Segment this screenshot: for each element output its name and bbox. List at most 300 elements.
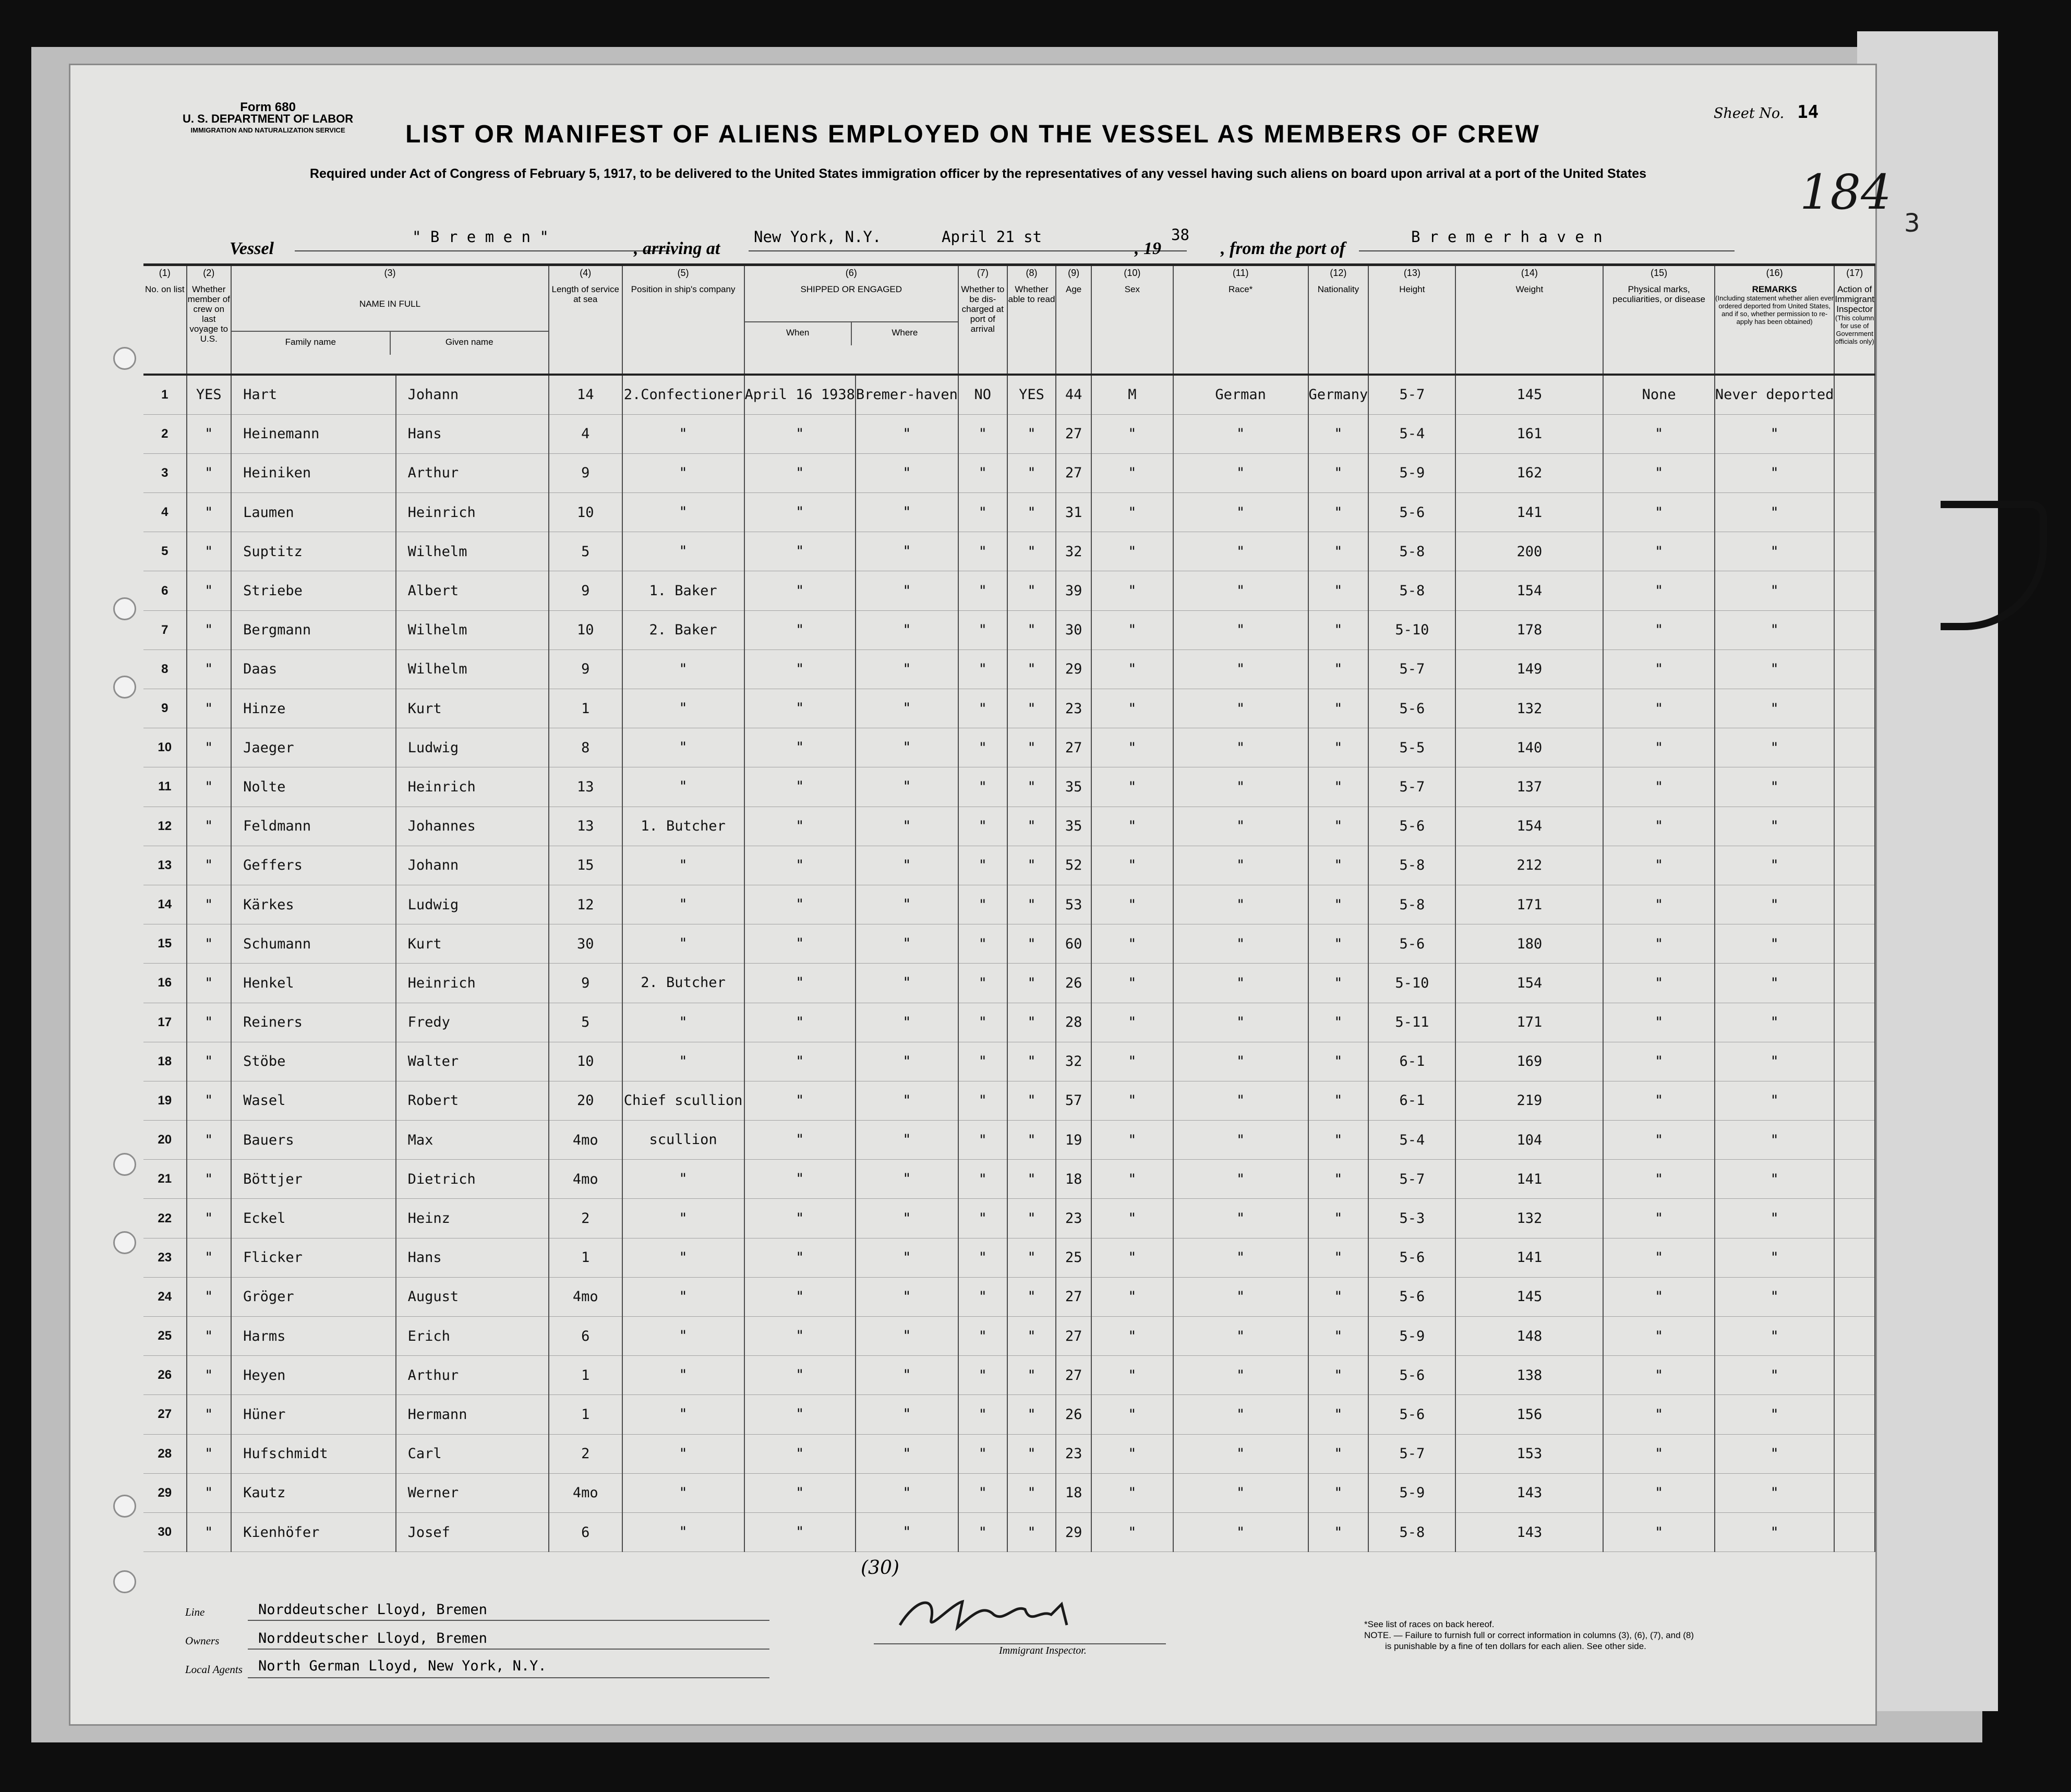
cell-disch: ": [958, 1317, 1007, 1356]
cell-action: [1834, 1512, 1875, 1552]
cell-action: [1834, 532, 1875, 571]
page-subtitle: Required under Act of Congress of February 5, 1917, to be delivered to the United States immigration officer by the representatives of any vessel having such aliens on board upon arrival at a port of the United States: [309, 166, 1647, 181]
cell-no: 24: [143, 1277, 187, 1316]
cell-sex: ": [1091, 493, 1173, 532]
cell-when: ": [744, 1003, 856, 1042]
cell-nat: ": [1308, 1512, 1369, 1552]
cell-sex: ": [1091, 1317, 1173, 1356]
crew-manifest-table: [143, 263, 1875, 1552]
cell-age: 27: [1056, 728, 1091, 767]
cell-marks: ": [1603, 924, 1714, 964]
cell-no: 10: [143, 728, 187, 767]
cell-where: ": [856, 1473, 958, 1512]
cell-read: ": [1007, 453, 1056, 492]
cell-nat: ": [1308, 807, 1369, 846]
cell-position: ": [622, 1473, 744, 1512]
cell-given: Josef: [396, 1512, 549, 1552]
cell-weight: 212: [1455, 846, 1603, 885]
cell-age: 27: [1056, 1356, 1091, 1395]
cell-height: 5-8: [1368, 846, 1455, 885]
cell-position: ": [622, 1160, 744, 1199]
cell-given: August: [396, 1277, 549, 1316]
cell-race: ": [1173, 767, 1308, 807]
cell-no: 12: [143, 807, 187, 846]
cell-position: 2. Butcher: [622, 964, 744, 1003]
cell-where: ": [856, 532, 958, 571]
cell-sex: ": [1091, 1199, 1173, 1238]
table-row: [143, 650, 1875, 689]
cell-given: Johann: [396, 846, 549, 885]
cell-position: 1. Butcher: [622, 807, 744, 846]
cell-where: ": [856, 1160, 958, 1199]
arrival-underline: [749, 250, 1187, 251]
cell-service: 30: [549, 924, 622, 964]
cell-remarks: ": [1715, 453, 1835, 492]
cell-prev: ": [187, 1512, 232, 1552]
cell-prev: YES: [187, 375, 232, 415]
cell-nat: ": [1308, 728, 1369, 767]
punch-hole: [113, 1153, 136, 1176]
cell-where: ": [856, 767, 958, 807]
cell-marks: ": [1603, 1277, 1714, 1316]
cell-marks: ": [1603, 964, 1714, 1003]
inspector-label: Immigrant Inspector.: [999, 1645, 1087, 1656]
cell-where: ": [856, 807, 958, 846]
cell-disch: ": [958, 571, 1007, 610]
cell-sex: ": [1091, 453, 1173, 492]
cell-prev: ": [187, 1356, 232, 1395]
cell-position: Chief scullion: [622, 1081, 744, 1120]
col-header-nationality: (12) Nationality: [1308, 265, 1369, 375]
cell-marks: ": [1603, 650, 1714, 689]
vessel-underline: [295, 250, 670, 251]
cell-service: 12: [549, 885, 622, 924]
cell-remarks: Never deported: [1715, 375, 1835, 415]
cell-given: Dietrich: [396, 1160, 549, 1199]
cell-sex: ": [1091, 1081, 1173, 1120]
cell-marks: ": [1603, 689, 1714, 728]
cell-action: [1834, 767, 1875, 807]
cell-service: 6: [549, 1512, 622, 1552]
cell-no: 6: [143, 571, 187, 610]
cell-nat: ": [1308, 610, 1369, 650]
department-label: U. S. DEPARTMENT OF LABOR: [183, 112, 354, 125]
cell-position: ": [622, 689, 744, 728]
cell-service: 1: [549, 1395, 622, 1434]
cell-nat: ": [1308, 453, 1369, 492]
cell-remarks: ": [1715, 689, 1835, 728]
cell-read: ": [1007, 1199, 1056, 1238]
cell-prev: ": [187, 767, 232, 807]
cell-remarks: ": [1715, 1121, 1835, 1160]
cell-family: Suptitz: [231, 532, 396, 571]
cell-when: ": [744, 493, 856, 532]
cell-action: [1834, 1356, 1875, 1395]
cell-age: 53: [1056, 885, 1091, 924]
cell-prev: ": [187, 453, 232, 492]
cell-when: ": [744, 964, 856, 1003]
cell-prev: ": [187, 1199, 232, 1238]
when-label: When: [745, 322, 852, 345]
cell-given: Arthur: [396, 1356, 549, 1395]
table-row: [143, 807, 1875, 846]
cell-race: ": [1173, 689, 1308, 728]
cell-marks: ": [1603, 571, 1714, 610]
cell-sex: ": [1091, 1512, 1173, 1552]
cell-sex: ": [1091, 571, 1173, 610]
cell-age: 26: [1056, 964, 1091, 1003]
cell-height: 5-11: [1368, 1003, 1455, 1042]
cell-family: Harms: [231, 1317, 396, 1356]
cell-service: 9: [549, 571, 622, 610]
cell-family: Striebe: [231, 571, 396, 610]
col-header-shipped: (6) SHIPPED OR ENGAGED When Where: [744, 265, 958, 375]
cell-marks: ": [1603, 1356, 1714, 1395]
cell-service: 1: [549, 1356, 622, 1395]
cell-remarks: ": [1715, 414, 1835, 453]
cell-action: [1834, 375, 1875, 415]
cell-age: 57: [1056, 1081, 1091, 1120]
cell-remarks: ": [1715, 807, 1835, 846]
cell-disch: ": [958, 924, 1007, 964]
col-header-previous-voyage: (2) Whether member of crew on last voyage to U.S.: [187, 265, 232, 375]
cell-where: ": [856, 1121, 958, 1160]
cell-position: 2. Baker: [622, 610, 744, 650]
cell-read: ": [1007, 885, 1056, 924]
cell-sex: ": [1091, 1160, 1173, 1199]
cell-read: ": [1007, 1160, 1056, 1199]
cell-given: Fredy: [396, 1003, 549, 1042]
cell-when: ": [744, 1512, 856, 1552]
table-row: [143, 689, 1875, 728]
cell-sex: ": [1091, 728, 1173, 767]
cell-height: 5-6: [1368, 924, 1455, 964]
cell-position: 2.Confectioner: [622, 375, 744, 415]
cell-weight: 141: [1455, 1238, 1603, 1277]
cell-family: Heiniken: [231, 453, 396, 492]
cell-height: 5-4: [1368, 1121, 1455, 1160]
table-row: [143, 1277, 1875, 1316]
cell-disch: ": [958, 1199, 1007, 1238]
footer-note-fine: is punishable by a fine of ten dollars for each alien. See other side.: [1385, 1641, 1646, 1651]
cell-when: ": [744, 885, 856, 924]
cell-service: 2: [549, 1199, 622, 1238]
cell-nat: ": [1308, 1356, 1369, 1395]
page-title: LIST OR MANIFEST OF ALIENS EMPLOYED ON THE VESSEL AS MEMBERS OF CREW: [405, 121, 1540, 148]
cell-where: ": [856, 846, 958, 885]
cell-disch: ": [958, 728, 1007, 767]
cell-when: ": [744, 1042, 856, 1081]
cell-marks: ": [1603, 846, 1714, 885]
cell-no: 25: [143, 1317, 187, 1356]
cell-position: ": [622, 414, 744, 453]
cell-disch: ": [958, 846, 1007, 885]
manifest-sheet: [70, 65, 1892, 1724]
cell-sex: ": [1091, 885, 1173, 924]
cell-height: 5-8: [1368, 532, 1455, 571]
cell-prev: ": [187, 924, 232, 964]
owners-value: Norddeutscher Lloyd, Bremen: [258, 1630, 487, 1646]
cell-marks: ": [1603, 532, 1714, 571]
cell-remarks: ": [1715, 532, 1835, 571]
cell-age: 23: [1056, 689, 1091, 728]
cell-race: ": [1173, 1395, 1308, 1434]
sheet-number-label: Sheet No.: [1714, 105, 1785, 122]
cell-remarks: ": [1715, 1277, 1835, 1316]
cell-height: 5-4: [1368, 414, 1455, 453]
cell-when: ": [744, 1277, 856, 1316]
col-header-position: (5) Position in ship's company: [622, 265, 744, 375]
cell-read: ": [1007, 924, 1056, 964]
cell-family: Wasel: [231, 1081, 396, 1120]
cell-nat: ": [1308, 414, 1369, 453]
cell-no: 30: [143, 1512, 187, 1552]
cell-weight: 145: [1455, 375, 1603, 415]
cell-remarks: ": [1715, 1434, 1835, 1473]
cell-family: Jaeger: [231, 728, 396, 767]
footer-note-races: *See list of races on back hereof.: [1364, 1619, 1495, 1629]
line-underline: [248, 1620, 769, 1621]
cell-when: ": [744, 1081, 856, 1120]
line-label: Line: [185, 1606, 205, 1618]
cell-nat: ": [1308, 1317, 1369, 1356]
cell-remarks: ": [1715, 885, 1835, 924]
cell-race: ": [1173, 1473, 1308, 1512]
cell-no: 7: [143, 610, 187, 650]
cell-position: ": [622, 1042, 744, 1081]
table-row: [143, 728, 1875, 767]
cell-action: [1834, 571, 1875, 610]
cell-where: ": [856, 493, 958, 532]
edge-number-mark: 3: [1904, 209, 1920, 238]
line-value: Norddeutscher Lloyd, Bremen: [258, 1602, 487, 1618]
cell-height: 5-7: [1368, 1434, 1455, 1473]
cell-race: ": [1173, 1434, 1308, 1473]
cell-position: ": [622, 493, 744, 532]
cell-service: 10: [549, 610, 622, 650]
cell-race: ": [1173, 1356, 1308, 1395]
cell-service: 9: [549, 650, 622, 689]
cell-where: ": [856, 1395, 958, 1434]
cell-action: [1834, 807, 1875, 846]
cell-given: Johannes: [396, 807, 549, 846]
cell-family: Henkel: [231, 964, 396, 1003]
cell-family: Gröger: [231, 1277, 396, 1316]
cell-nat: ": [1308, 1160, 1369, 1199]
cell-read: ": [1007, 1277, 1056, 1316]
cell-given: Wilhelm: [396, 532, 549, 571]
cell-action: [1834, 846, 1875, 885]
cell-action: [1834, 453, 1875, 492]
cell-age: 29: [1056, 650, 1091, 689]
cell-where: ": [856, 610, 958, 650]
cell-family: Nolte: [231, 767, 396, 807]
cell-height: 5-8: [1368, 885, 1455, 924]
cell-no: 28: [143, 1434, 187, 1473]
cell-read: ": [1007, 767, 1056, 807]
table-row: [143, 885, 1875, 924]
cell-remarks: ": [1715, 571, 1835, 610]
cell-age: 29: [1056, 1512, 1091, 1552]
cell-when: ": [744, 924, 856, 964]
cell-position: ": [622, 1512, 744, 1552]
cell-prev: ": [187, 532, 232, 571]
cell-when: ": [744, 1317, 856, 1356]
cell-when: ": [744, 1395, 856, 1434]
cell-height: 5-9: [1368, 1473, 1455, 1512]
punch-hole: [113, 676, 136, 699]
cell-action: [1834, 1003, 1875, 1042]
cell-disch: ": [958, 1512, 1007, 1552]
cell-weight: 162: [1455, 453, 1603, 492]
cell-where: ": [856, 1277, 958, 1316]
cell-weight: 145: [1455, 1277, 1603, 1316]
cell-when: ": [744, 571, 856, 610]
cell-prev: ": [187, 1238, 232, 1277]
cell-no: 23: [143, 1238, 187, 1277]
cell-action: [1834, 1473, 1875, 1512]
cell-no: 16: [143, 964, 187, 1003]
cell-action: [1834, 1199, 1875, 1238]
cell-given: Ludwig: [396, 885, 549, 924]
cell-age: 60: [1056, 924, 1091, 964]
cell-service: 5: [549, 1003, 622, 1042]
cell-disch: ": [958, 1395, 1007, 1434]
cell-when: ": [744, 650, 856, 689]
cell-race: ": [1173, 414, 1308, 453]
cell-age: 27: [1056, 414, 1091, 453]
cell-action: [1834, 924, 1875, 964]
cell-position: ": [622, 1434, 744, 1473]
departure-port: B r e m e r h a v e n: [1411, 228, 1603, 246]
cell-weight: 156: [1455, 1395, 1603, 1434]
col-header-read: (8) Whether able to read: [1007, 265, 1056, 375]
cell-height: 5-7: [1368, 1160, 1455, 1199]
cell-weight: 141: [1455, 1160, 1603, 1199]
table-row: [143, 493, 1875, 532]
cell-when: ": [744, 807, 856, 846]
cell-nat: ": [1308, 1277, 1369, 1316]
cell-when: ": [744, 1238, 856, 1277]
punch-hole: [113, 1570, 136, 1593]
cell-prev: ": [187, 650, 232, 689]
cell-position: ": [622, 1395, 744, 1434]
cell-weight: 154: [1455, 964, 1603, 1003]
footer-note-penalty: NOTE. — Failure to furnish full or correct information in columns (3), (6), (7), and (8): [1364, 1630, 1694, 1640]
cell-prev: ": [187, 728, 232, 767]
cell-no: 4: [143, 493, 187, 532]
cell-action: [1834, 1434, 1875, 1473]
cell-position: ": [622, 1277, 744, 1316]
cell-where: ": [856, 1238, 958, 1277]
cell-action: [1834, 414, 1875, 453]
cell-nat: ": [1308, 885, 1369, 924]
cell-disch: ": [958, 767, 1007, 807]
cell-position: ": [622, 532, 744, 571]
cell-read: ": [1007, 964, 1056, 1003]
cell-remarks: ": [1715, 1081, 1835, 1120]
cell-sex: ": [1091, 1395, 1173, 1434]
cell-age: 32: [1056, 532, 1091, 571]
cell-when: ": [744, 689, 856, 728]
table-row: [143, 1512, 1875, 1552]
cell-no: 29: [143, 1473, 187, 1512]
cell-given: Hermann: [396, 1395, 549, 1434]
cell-family: Reiners: [231, 1003, 396, 1042]
cell-given: Wilhelm: [396, 650, 549, 689]
cell-family: Heinemann: [231, 414, 396, 453]
cell-no: 21: [143, 1160, 187, 1199]
table-header-row: [143, 265, 1875, 375]
cell-service: 1: [549, 1238, 622, 1277]
cell-remarks: ": [1715, 1238, 1835, 1277]
vessel-label: Vessel: [230, 239, 274, 258]
cell-when: ": [744, 1199, 856, 1238]
shipped-or-engaged-label: SHIPPED OR ENGAGED: [800, 284, 902, 294]
cell-where: ": [856, 453, 958, 492]
cell-read: ": [1007, 571, 1056, 610]
cell-marks: ": [1603, 1042, 1714, 1081]
cell-action: [1834, 650, 1875, 689]
cell-height: 5-10: [1368, 610, 1455, 650]
cell-sex: ": [1091, 964, 1173, 1003]
cell-given: Albert: [396, 571, 549, 610]
cell-sex: ": [1091, 650, 1173, 689]
cell-weight: 180: [1455, 924, 1603, 964]
col-header-service: (4) Length of service at sea: [549, 265, 622, 375]
cell-nat: Germany: [1308, 375, 1369, 415]
cell-marks: ": [1603, 1003, 1714, 1042]
cell-family: Eckel: [231, 1199, 396, 1238]
cell-race: German: [1173, 375, 1308, 415]
cell-height: 5-5: [1368, 728, 1455, 767]
cell-disch: ": [958, 689, 1007, 728]
cell-weight: 141: [1455, 493, 1603, 532]
cell-read: ": [1007, 1238, 1056, 1277]
cell-given: Ludwig: [396, 728, 549, 767]
cell-read: ": [1007, 1121, 1056, 1160]
cell-race: ": [1173, 1199, 1308, 1238]
cell-race: ": [1173, 571, 1308, 610]
cell-position: ": [622, 767, 744, 807]
cell-where: ": [856, 964, 958, 1003]
cell-remarks: ": [1715, 767, 1835, 807]
cell-position: ": [622, 650, 744, 689]
footer-note: [1364, 1619, 1694, 1652]
cell-given: Hans: [396, 1238, 549, 1277]
table-row: [143, 1434, 1875, 1473]
cell-race: ": [1173, 493, 1308, 532]
given-name-label: Given name: [445, 337, 493, 347]
cell-position: ": [622, 1199, 744, 1238]
col-header-age: (9) Age: [1056, 265, 1091, 375]
col-header-no: (1) No. on list: [143, 265, 187, 375]
cell-disch: ": [958, 1003, 1007, 1042]
cell-action: [1834, 1238, 1875, 1277]
cell-age: 35: [1056, 767, 1091, 807]
cell-race: ": [1173, 1512, 1308, 1552]
cell-action: [1834, 964, 1875, 1003]
table-row: [143, 1081, 1875, 1120]
action-instructions: (This column for use of Government officials only): [1835, 314, 1874, 345]
cell-disch: NO: [958, 375, 1007, 415]
cell-when: ": [744, 1160, 856, 1199]
cell-no: 2: [143, 414, 187, 453]
cell-service: 13: [549, 767, 622, 807]
cell-where: ": [856, 1199, 958, 1238]
name-in-full-label: NAME IN FULL: [359, 299, 421, 309]
cell-height: 5-3: [1368, 1199, 1455, 1238]
